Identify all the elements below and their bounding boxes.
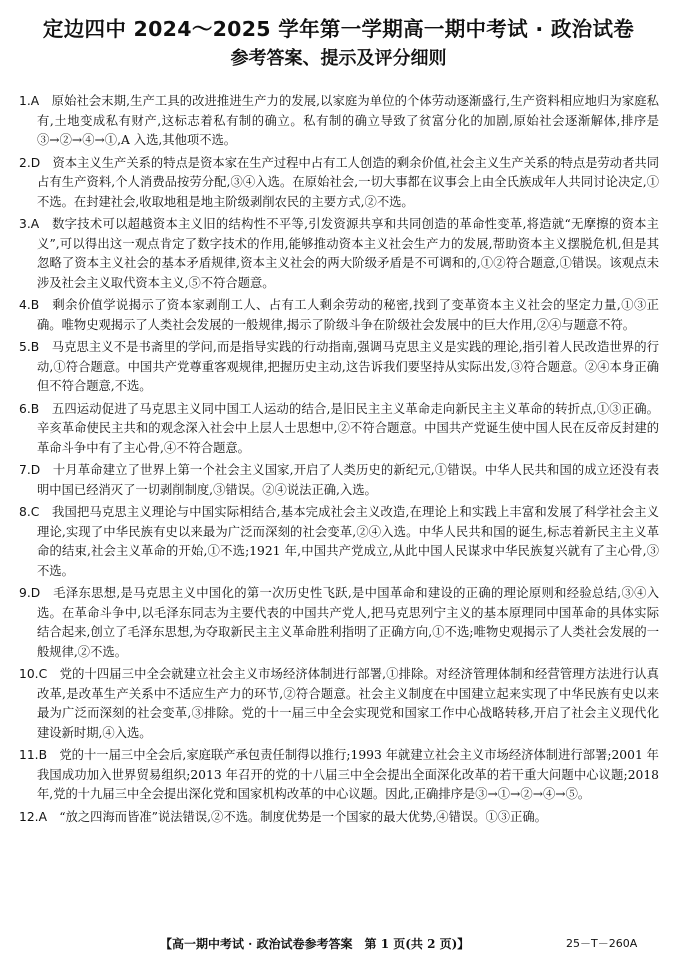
answer-number: 11. [19,748,39,762]
answer-item-4 [19,296,659,335]
answer-letter: B [30,298,40,312]
answer-item-8 [19,503,659,581]
answer-item-6 [19,400,659,459]
answer-item-12 [19,808,659,828]
answer-number: 3. [19,217,31,231]
answer-item-11 [19,746,659,805]
answer-number: 12. [19,809,39,824]
answer-item-3 [19,215,659,293]
answer-explanation: 资本主义生产关系的特点是资本家在生产过程中占有工人创造的剩余价值,社会主义生产关系的特点是劳动者共同占有生产资料,个人消费品按劳分配,③④入选。在原始社会,一切大事都在议事会上由全氏族成年人共同讨论决定,①不选。在封建社会,收取地租是地主阶级剥削农民的主要方式,②不选。 [37,155,659,209]
page-title: 定边四中 2024～2025 学年第一学期高一期中考试 · 政治试卷 [42,17,635,41]
answer-number: 4. [19,298,31,312]
answer-number: 10. [19,667,39,681]
answer-explanation: 毛泽东思想,是马克思主义中国化的第一次历史性飞跃,是中国革命和建设的正确的理论原则和经验总结,③④入选。在革命斗争中,以毛泽东同志为主要代表的中国共产党人,把马克思列宁主义的基本原理同中国革命的具体实际结合起来,创立了毛泽东思想,为夺取新民主主义革命胜利指明了正确方向,①不选;唯物史观揭示了人类社会发展的一般规律,②不选。 [37,586,659,659]
answer-explanation: 剩余价值学说揭示了资本家剥削工人、占有工人剩余劳动的秘密,找到了变革资本主义社会的坚定力量,①③正确。唯物史观揭示了人类社会发展的一般规律,揭示了阶级斗争在阶级社会发展中的巨大作用,②④与题意不符。 [37,298,659,332]
answer-letter: D [30,586,41,600]
answer-item-10 [19,665,659,743]
answer-number: 8. [19,505,31,519]
answer-letter: C [30,505,40,519]
answer-letter: B [30,401,40,416]
answer-number: 7. [19,463,31,477]
answer-explanation: 我国把马克思主义理论与中国实际相结合,基本完成社会主义改造,在理论上和实践上丰富和发展了科学社会主义理论,实现了中华民族有史以来最为广泛而深刻的社会变革,②④入选。中华人民共和国的诞生,标志着新民主主义革命的结束,社会主义革命的开始,①不选;1921 年,中国共产党成立,从此中国人民谋求中华民族复兴就有了主心骨,③不选。 [37,505,659,578]
answer-letter: D [30,463,41,477]
answer-letter: D [30,155,41,170]
answer-letter: A [38,809,47,824]
answer-letter: B [38,748,47,762]
answer-number: 5. [19,340,31,354]
footer-page-info: 【高一期中考试 · 政治试卷参考答案 第 1 页(共 2 页)】 [160,937,470,951]
answer-explanation: 马克思主义不是书斋里的学问,而是指导实践的行动指南,强调马克思主义是实践的理论,指引着人民改造世界的行动,①符合题意。中国共产党尊重客观规律,把握历史主动,这告诉我们要坚持从实际出发,③符合题意。②④本身正确但不符合题意,不选。 [37,340,659,393]
answer-item-5 [19,338,659,397]
answer-letter: C [38,667,48,681]
answer-item-7 [19,461,659,500]
answer-number: 6. [19,401,31,416]
answer-list [19,92,659,830]
answer-explanation: 数字技术可以超越资本主义旧的结构性不平等,引发资源共享和共同创造的革命性变革,将造就“无摩擦的资本主义”,可以得出这一观点肯定了数字技术的作用,能够推动资本主义社会生产力的发展,帮助资本主义摆脱危机,但是其忽略了资本主义社会的基本矛盾规律,资本主义社会的两大阶级矛盾是不可调和的,①②符合题意,①错误。该观点未涉及社会主义取代资本主义,⑤不符合题意。 [37,217,659,290]
answer-explanation: 党的十一届三中全会后,家庭联产承包责任制得以推行;1993 年就建立社会主义市场经济体制进行部署;2001 年我国成功加入世界贸易组织;2013 年召开的党的十八届三中全会提出全面深化改革的若干重大问题中心议题;2018 年,党的十九届三中全会提出深化党和国家机构改革的中心议题。因此,正确排序是③→①→②→④→⑤。 [37,748,659,801]
answer-explanation: 党的十四届三中全会就建立社会主义市场经济体制进行部署,①排除。对经济管理体制和经营管理方法进行认真改革,是改革生产关系中不适应生产力的环节,②符合题意。社会主义制度在中国建立起来实现了中华民族有史以来最为广泛而深刻的社会变革,③排除。党的十一届三中全会实现党和国家工作中心战略转移,开启了社会主义现代化建设新时期,④入选。 [37,667,659,740]
answer-letter: A [30,94,40,108]
answer-item-9 [19,584,659,662]
footer-exam-code: 25－T－260A [566,937,638,950]
answer-explanation: 十月革命建立了世界上第一个社会主义国家,开启了人类历史的新纪元,①错误。中华人民共和国的成立还没有表明中国已经消灭了一切剥削制度,③错误。②④说法正确,入选。 [37,463,659,497]
answer-item-2 [19,154,659,213]
answer-item-1 [19,92,659,151]
answer-explanation: 原始社会末期,生产工具的改进推进生产力的发展,以家庭为单位的个体劳动逐渐盛行,生产资料相应地归为家庭私有,土地变成私有财产,这标志着私有制的确立。私有制的确立导致了贫富分化的加剧,原始社会逐渐解体,排序是③→②→④→①,A 入选,其他项不选。 [37,94,659,147]
answer-number: 2. [19,155,31,170]
answer-number: 1. [19,94,31,108]
answer-number: 9. [19,586,31,600]
answer-explanation: 五四运动促进了马克思主义同中国工人运动的结合,是旧民主主义革命走向新民主主义革命的转折点,①③正确。辛亥革命使民主共和的观念深入社会中上层人士思想中,②不符合题意。中国共产党诞生使中国人民在反帝反封建的革命斗争中有了主心骨,④不符合题意。 [37,401,659,455]
answer-explanation: “放之四海而皆准”说法错误,②不选。制度优势是一个国家的最大优势,④错误。①③正确。 [59,809,547,824]
page-subtitle: 参考答案、提示及评分细则 [230,48,447,69]
answer-letter: A [30,217,40,231]
answer-letter: B [30,340,40,354]
